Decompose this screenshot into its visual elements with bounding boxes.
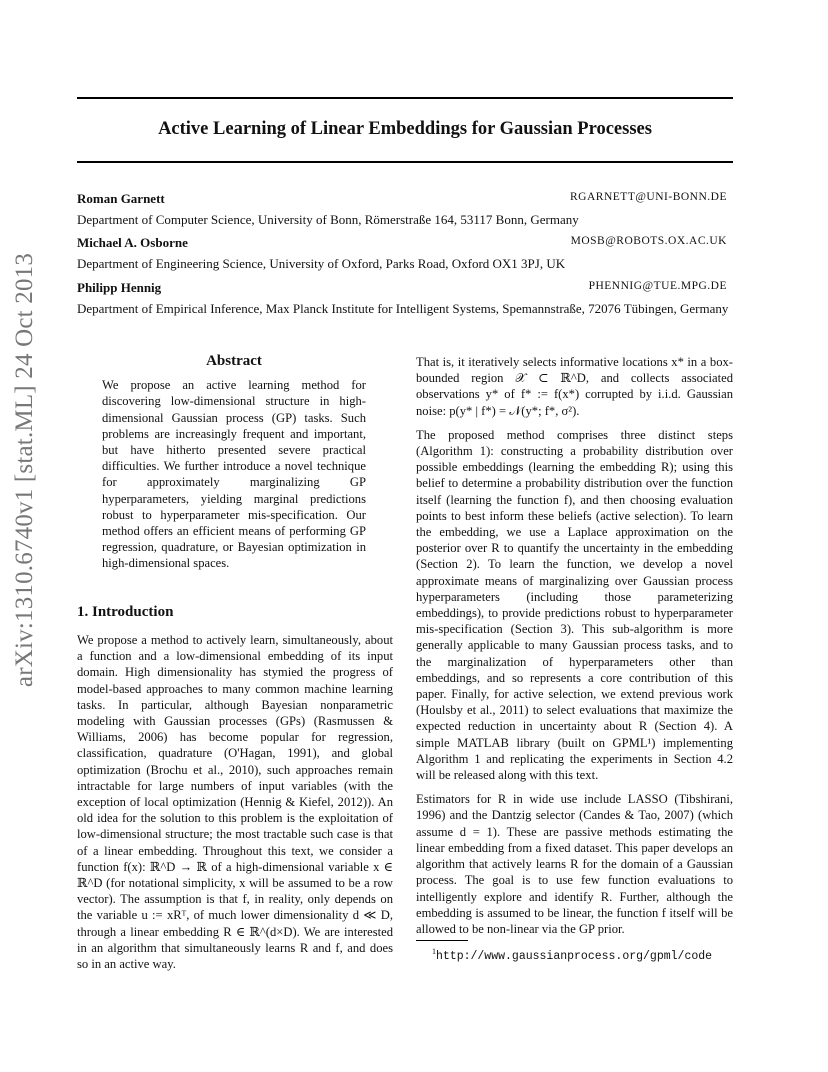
author-block — [77, 191, 733, 228]
author-block — [77, 280, 733, 317]
author-block — [77, 235, 733, 272]
author-email: RGARNETT@UNI-BONN.DE — [570, 191, 727, 203]
introduction-heading: 1. Introduction — [77, 604, 174, 620]
author-name: Philipp Hennig — [77, 280, 162, 295]
author-name: Michael A. Osborne — [77, 235, 188, 250]
paper-title: Active Learning of Linear Embeddings for Gaussian Processes — [158, 119, 652, 139]
introduction-paragraph: We propose a method to actively learn, simultaneously, about a function and a low-dimensional embedding of its input domain. High dimensionality has stymied the progress of model-based approaches to many common machine learning tasks. In particular, although Bayesian nonparametric modeling with Gaussian processes (GPs) (Rasmussen & Williams, 2006) has become popular for regression, classification, quadrature (O'Hagan, 1991), and global optimization (Brochu et al., 2010), such approaches remain intractable for large numbers of input variables (with the exception of local optimization (Hennig & Kiefel, 2012)). An old idea for the solution to this problem is the exploitation of low-dimensional structure; the most tractable such case is that of a linear embedding. Throughout this text, we consider a function f(x): ℝ^D → ℝ of a high-dimensional variable x ∈ ℝ^D (for notational simplicity, x will be assumed to be a row vector). The assumption is that f, in reality, only depends on the variable u := xRᵀ, of much lower dimensionality d ≪ D, through a linear embedding R ∈ ℝ^(d×D). We are interested in an algorithm that simultaneously learns R and f, and does so in an active way. — [77, 633, 393, 972]
right-column — [416, 354, 733, 945]
right-paragraph-2: The proposed method comprises three distinct steps (Algorithm 1): constructing a probability distribution over possible embeddings (learning the embedding R); using this belief to determine a probability distribution over the function itself (learning the function f), and then choosing evaluation points to best inform these beliefs (active selection). To learn the embedding, we use a Laplace approximation on the posterior over R to quantify the uncertainty in the embedding (Section 2). To learn the function, we develop a novel approximate means of marginalizing over Gaussian process hyperparameters (including those parameterizing embeddings), to provide predictions robust to hyperparameter mis-specification (Section 3). This sub-algorithm is more generally applicable to many Gaussian process tasks, and to the marginalization of hyperparameters other than embeddings, and so represents a core contribution of this paper. Finally, for active selection, we extend previous work (Houlsby et al., 2011) to select evaluations that maximize the expected reduction in uncertainty about R (Section 4). A simple MATLAB library (built on GPML¹) implementing Algorithm 1 and replicating the experiments in Section 4.2 will be released along with this text. — [416, 427, 733, 783]
author-affiliation: Department of Engineering Science, University of Oxford, Parks Road, Oxford OX1 3PJ, UK — [77, 256, 566, 271]
abstract-section — [102, 353, 366, 580]
footnote-url: http://www.gaussianprocess.org/gpml/code — [436, 949, 713, 963]
author-affiliation: Department of Empirical Inference, Max Planck Institute for Intelligent Systems, Spemannstraße, 72076 Tübingen, Germany — [77, 301, 729, 316]
author-name: Roman Garnett — [77, 191, 165, 206]
title-bottom-rule — [77, 161, 733, 163]
abstract-heading: Abstract — [206, 353, 262, 369]
arxiv-identifier-text: arXiv:1310.6740v1 [stat.ML] 24 Oct 2013 — [11, 252, 39, 688]
footnote — [432, 947, 712, 963]
author-email: PHENNIG@TUE.MPG.DE — [588, 280, 727, 292]
abstract-text: We propose an active learning method for discovering low-dimensional structure in high-dimensional Gaussian process (GP) tasks. Such problems are increasingly frequent and important, but have hitherto presented severe practical difficulties. We further introduce a novel technique for approximately marginalizing GP hyperparameters, yielding marginal predictions robust to hyperparameter mis-specification. Our method offers an efficient means of performing GP regression, quadrature, or Bayesian optimization in high-dimensional spaces. — [102, 378, 366, 571]
introduction-column — [77, 632, 393, 980]
right-paragraph-3: Estimators for R in wide use include LASSO (Tibshirani, 1996) and the Dantzig selector (Candes & Tao, 2007) (which assume d = 1). These are passive methods estimating the linear embedding from a fixed dataset. This paper develops an algorithm that actively learns R for the domain of a Gaussian process. The goal is to use few function evaluations to intelligently explore and identify R. Further, although the embedding is assumed to be linear, the function f itself will be allowed to be non-linear via the GP prior. — [416, 792, 733, 936]
right-paragraph-1: That is, it iteratively selects informative locations x* in a box-bounded region 𝒳 ⊂ ℝ^D, and collects associated observations y* of f* := f(x*) corrupted by i.i.d. Gaussian noise: p(y* | f*) = 𝒩(y*; f*, σ²). — [416, 355, 733, 418]
author-affiliation: Department of Computer Science, University of Bonn, Römerstraße 164, 53117 Bonn, Germany — [77, 212, 579, 227]
footnote-rule — [416, 940, 468, 941]
footnote-mark: 1 — [432, 947, 436, 956]
title-top-rule — [77, 97, 733, 99]
author-email: MOSB@ROBOTS.OX.AC.UK — [570, 235, 727, 247]
arxiv-side-identifier — [3, 252, 47, 688]
